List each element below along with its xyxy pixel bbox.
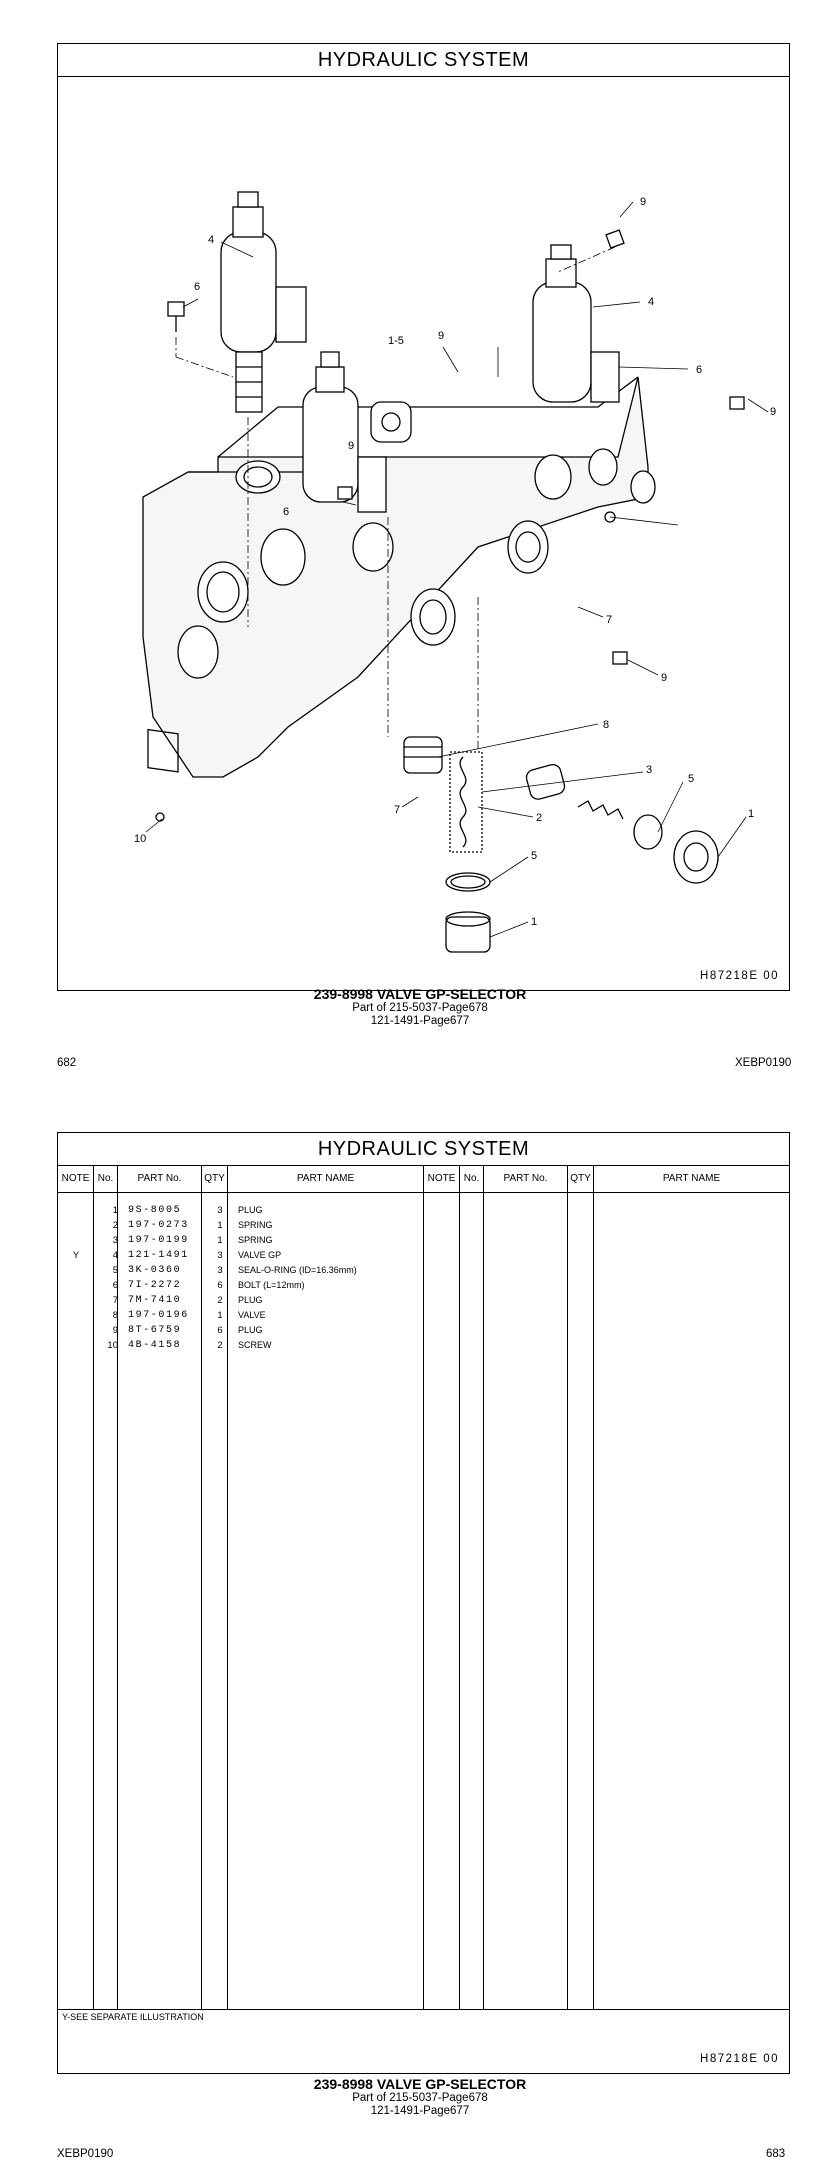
part-index: 8: [112, 1310, 118, 1321]
part-qty: 1: [217, 1220, 223, 1231]
part-qty: 1: [217, 1310, 223, 1321]
part-name: SPRING: [238, 1235, 273, 1245]
part-index: 9: [112, 1325, 118, 1336]
part-note: [58, 1323, 94, 1338]
part-number: 7I-2272: [128, 1280, 182, 1291]
part-name: VALVE GP: [238, 1250, 282, 1260]
part-qty: 2: [217, 1295, 223, 1306]
part-qty: 1: [217, 1235, 223, 1246]
part-name: SEAL-O-RING (ID=16.36mm): [238, 1265, 357, 1275]
doc-code: XEBP0190: [735, 1057, 792, 1069]
parts-list-frame: [57, 1132, 790, 2074]
part-qty: 3: [217, 1265, 223, 1276]
part-qty: 6: [217, 1325, 223, 1336]
figure-code: H87218E 00: [700, 2053, 779, 2065]
illustration-frame: [57, 43, 790, 991]
part-index: 6: [112, 1280, 118, 1291]
callout-label: 5: [531, 850, 538, 862]
page-title: HYDRAULIC SYSTEM: [58, 1133, 789, 1166]
page-number: 683: [766, 2148, 786, 2160]
part-index: 10: [107, 1340, 118, 1351]
header-part-no: PART No.: [118, 1166, 202, 1192]
callout-label: 4: [648, 296, 655, 308]
part-number: 197-0196: [128, 1310, 189, 1321]
caption-title: 239-8998 VALVE GP-SELECTOR: [313, 986, 527, 1002]
part-qty: 3: [217, 1205, 223, 1216]
part-index: 1: [112, 1205, 118, 1216]
header-qty-2: QTY: [568, 1166, 594, 1192]
part-qty: 2: [217, 1340, 223, 1351]
doc-code: XEBP0190: [57, 2148, 114, 2160]
footnote: Y-SEE SEPARATE ILLUSTRATION: [62, 2012, 204, 2022]
part-note: [58, 1233, 94, 1248]
callout-label: 2: [536, 812, 543, 824]
part-index: 4: [112, 1250, 118, 1261]
part-index: 5: [112, 1265, 118, 1276]
part-name: SCREW: [238, 1340, 272, 1350]
part-qty: 6: [217, 1280, 223, 1291]
part-name: PLUG: [238, 1205, 263, 1215]
callout-label: 7: [394, 804, 401, 816]
caption-part-of: Part of 215-5037-Page678: [352, 1002, 488, 1014]
callout-label: 1: [531, 916, 538, 928]
page-title: HYDRAULIC SYSTEM: [58, 44, 789, 77]
caption-title: 239-8998 VALVE GP-SELECTOR: [313, 2076, 527, 2092]
callout-label: 4: [208, 234, 215, 246]
part-note: [58, 1308, 94, 1323]
header-part-no-2: PART No.: [484, 1166, 568, 1192]
footer-divider: [58, 2009, 789, 2010]
part-note: [58, 1203, 94, 1218]
header-part-name-2: PART NAME: [662, 1173, 721, 1184]
header-note: NOTE: [58, 1166, 94, 1192]
header-qty: QTY: [202, 1166, 228, 1192]
part-index: 7: [112, 1295, 118, 1306]
callout-label: 9: [438, 330, 445, 342]
callout-label: 6: [283, 506, 290, 518]
part-index: 3: [112, 1235, 118, 1246]
header-no: No.: [94, 1166, 118, 1192]
page-number: 682: [57, 1057, 77, 1069]
callout-label: 6: [194, 281, 201, 293]
part-note: [58, 1278, 94, 1293]
callout-label: 9: [348, 440, 355, 452]
part-note: Y: [72, 1250, 80, 1261]
part-qty: 3: [217, 1250, 223, 1261]
part-note: [58, 1218, 94, 1233]
callout-label: 9: [640, 196, 647, 208]
caption-part-of: Part of 215-5037-Page678: [352, 2092, 488, 2104]
part-note: [58, 1263, 94, 1278]
part-number: 4B-4158: [128, 1340, 182, 1351]
part-number: 3K-0360: [128, 1265, 182, 1276]
part-note: [58, 1338, 94, 1353]
header-no-2: No.: [460, 1166, 484, 1192]
exploded-valve-diagram: [58, 77, 788, 989]
callout-label: 1: [748, 808, 755, 820]
part-note: [58, 1293, 94, 1308]
part-number: 8T-6759: [128, 1325, 182, 1336]
part-number: 197-0273: [128, 1220, 189, 1231]
part-name: PLUG: [238, 1325, 263, 1335]
header-part-name: PART NAME: [228, 1166, 424, 1192]
callout-label: 3: [646, 764, 653, 776]
callout-label: 5: [688, 773, 695, 785]
part-name: SPRING: [238, 1220, 273, 1230]
part-number: 121-1491: [128, 1250, 189, 1261]
part-name: PLUG: [238, 1295, 263, 1305]
callout-label: 8: [603, 719, 610, 731]
callout-label: 9: [770, 406, 777, 418]
part-index: 2: [112, 1220, 118, 1231]
caption-reference: 121-1491-Page677: [370, 2105, 470, 2117]
callout-label: 1-5: [388, 335, 404, 347]
part-name: BOLT (L=12mm): [238, 1280, 305, 1290]
callout-label: 6: [696, 364, 703, 376]
part-number: 7M-7410: [128, 1295, 182, 1306]
part-name: VALVE: [238, 1310, 266, 1320]
callout-label: 9: [661, 672, 668, 684]
figure-code: H87218E 00: [700, 970, 779, 982]
callout-label: 10: [134, 833, 147, 845]
header-note-2: NOTE: [424, 1166, 460, 1192]
callout-label: 7: [606, 614, 613, 626]
caption-reference: 121-1491-Page677: [370, 1015, 470, 1027]
part-number: 9S-8005: [128, 1205, 182, 1216]
part-number: 197-0199: [128, 1235, 189, 1246]
